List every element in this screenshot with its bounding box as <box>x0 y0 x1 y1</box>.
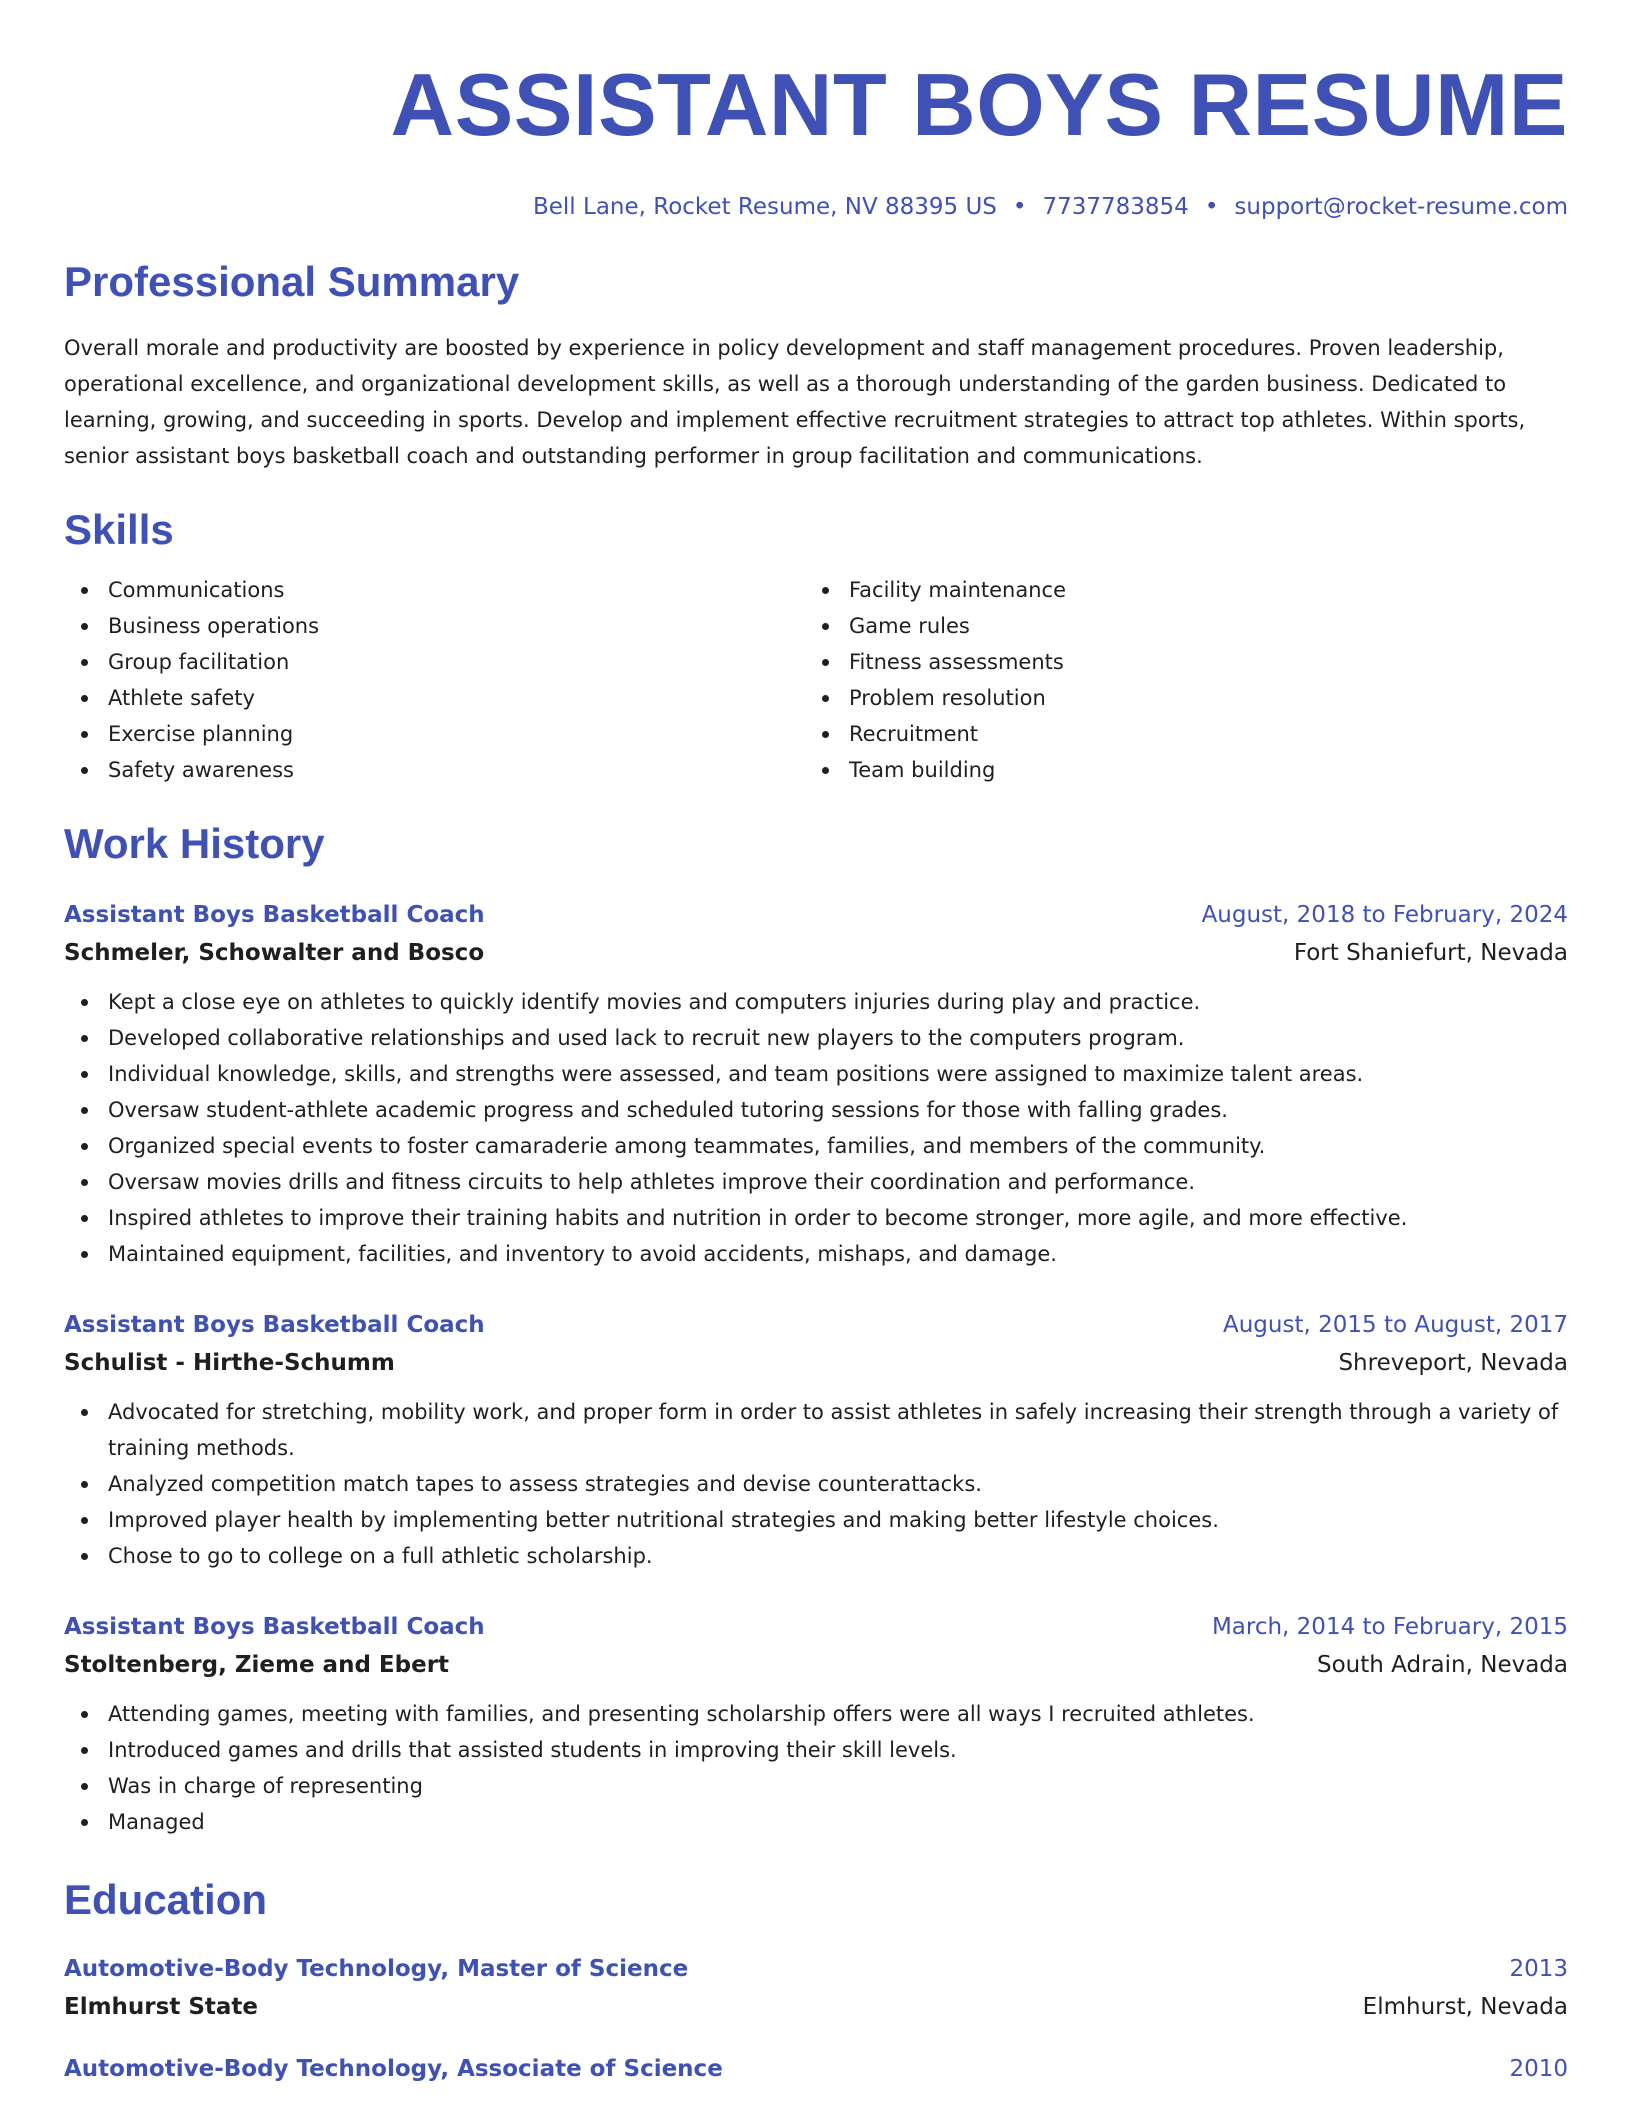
education-degree: Automotive-Body Technology, Associate of Science <box>64 2056 723 2082</box>
job-bullet: Managed <box>64 1804 1568 1840</box>
skill-item: Recruitment <box>805 716 1546 752</box>
job-bullet: Analyzed competition match tapes to assess strategies and devise counterattacks. <box>64 1466 1568 1502</box>
education-degree-row <box>64 1950 1568 1988</box>
job-bullet: Inspired athletes to improve their training habits and nutrition in order to become stronger, more agile, and more effective. <box>64 1200 1568 1236</box>
job-entry <box>64 1608 1568 1840</box>
skill-item: Business operations <box>64 608 805 644</box>
job-bullet: Maintained equipment, facilities, and inventory to avoid accidents, mishaps, and damage. <box>64 1236 1568 1272</box>
resume-name: ASSISTANT BOYS RESUME <box>390 55 1568 154</box>
skill-item: Facility maintenance <box>805 572 1546 608</box>
skills-left-list <box>64 572 805 788</box>
job-title-row <box>64 1608 1568 1646</box>
skill-item: Game rules <box>805 608 1546 644</box>
job-title-row <box>64 896 1568 934</box>
job-company: Schmeler, Schowalter and Bosco <box>64 940 485 966</box>
job-bullet: Chose to go to college on a full athletic scholarship. <box>64 1538 1568 1574</box>
job-bullet: Oversaw student-athlete academic progress and scheduled tutoring sessions for those with falling grades. <box>64 1092 1568 1128</box>
job-dates: August, 2018 to February, 2024 <box>1201 902 1568 928</box>
job-bullet: Advocated for stretching, mobility work, and proper form in order to assist athletes in safely increasing their strength through a variety of training methods. <box>64 1394 1568 1466</box>
education-school: Elmhurst State <box>64 1994 259 2020</box>
education-degree: Automotive-Body Technology, Master of Science <box>64 1956 689 1982</box>
skills-heading: Skills <box>64 506 174 553</box>
work-history-section <box>64 818 1568 1840</box>
job-bullet: Individual knowledge, skills, and strengths were assessed, and team positions were assigned to maximize talent areas. <box>64 1056 1568 1092</box>
education-school-row <box>64 1988 1568 2026</box>
summary-section <box>64 256 1568 474</box>
job-location: Fort Shaniefurt, Nevada <box>1293 940 1568 966</box>
skill-item: Exercise planning <box>64 716 805 752</box>
education-section <box>64 1874 1568 2088</box>
skill-item: Group facilitation <box>64 644 805 680</box>
education-entry <box>64 1950 1568 2026</box>
contact-line <box>64 192 1568 222</box>
summary-text: Overall morale and productivity are boosted by experience in policy development and staff management procedures. Proven leadership, operational excellence, and organizational development skills, as well as a thorough understanding of the garden business. Dedicated to learning, growing, and succeeding in sports. Develop and implement effective recruitment strategies to attract top athletes. Within sports, senior assistant boys basketball coach and outstanding performer in group facilitation and communications. <box>64 336 1526 468</box>
summary-heading: Professional Summary <box>64 258 520 305</box>
education-year: 2013 <box>1509 1956 1568 1982</box>
education-degree-row <box>64 2050 1568 2088</box>
skill-item: Safety awareness <box>64 752 805 788</box>
job-bullet: Oversaw movies drills and fitness circuits to help athletes improve their coordination and performance. <box>64 1164 1568 1200</box>
contact-phone: 7737783854 <box>1042 194 1189 220</box>
job-bullets <box>64 1696 1568 1840</box>
job-entry <box>64 896 1568 1272</box>
resume-header <box>64 0 1568 222</box>
skill-item: Communications <box>64 572 805 608</box>
skills-right-list <box>805 572 1546 788</box>
contact-separator: • <box>1204 194 1219 220</box>
job-company-row <box>64 934 1568 972</box>
job-title-row <box>64 1306 1568 1344</box>
job-company: Stoltenberg, Zieme and Ebert <box>64 1652 450 1678</box>
job-bullet: Kept a close eye on athletes to quickly identify movies and computers injuries during play and practice. <box>64 984 1568 1020</box>
education-entry <box>64 2050 1568 2088</box>
job-bullets <box>64 1394 1568 1574</box>
contact-separator: • <box>1012 194 1027 220</box>
job-title: Assistant Boys Basketball Coach <box>64 1614 485 1640</box>
skill-item: Athlete safety <box>64 680 805 716</box>
job-dates: August, 2015 to August, 2017 <box>1223 1312 1568 1338</box>
job-dates: March, 2014 to February, 2015 <box>1211 1614 1568 1640</box>
job-bullet: Organized special events to foster camaraderie among teammates, families, and members of the community. <box>64 1128 1568 1164</box>
education-year: 2010 <box>1509 2056 1568 2082</box>
job-title: Assistant Boys Basketball Coach <box>64 1312 485 1338</box>
job-company: Schulist - Hirthe-Schumm <box>64 1350 395 1376</box>
skill-item: Problem resolution <box>805 680 1546 716</box>
job-bullet: Attending games, meeting with families, and presenting scholarship offers were all ways I recruited athletes. <box>64 1696 1568 1732</box>
job-company-row <box>64 1646 1568 1684</box>
education-location: Elmhurst, Nevada <box>1362 1994 1568 2020</box>
education-heading: Education <box>64 1876 268 1923</box>
contact-email: support@rocket-resume.com <box>1234 194 1568 220</box>
job-bullet: Was in charge of representing <box>64 1768 1568 1804</box>
contact-address: Bell Lane, Rocket Resume, NV 88395 US <box>532 194 997 220</box>
skill-item: Team building <box>805 752 1546 788</box>
job-title: Assistant Boys Basketball Coach <box>64 902 485 928</box>
skill-item: Fitness assessments <box>805 644 1546 680</box>
job-bullet: Improved player health by implementing better nutritional strategies and making better lifestyle choices. <box>64 1502 1568 1538</box>
job-company-row <box>64 1344 1568 1382</box>
work-history-heading: Work History <box>64 820 325 867</box>
job-location: Shreveport, Nevada <box>1338 1350 1568 1376</box>
job-bullet: Developed collaborative relationships and used lack to recruit new players to the computers program. <box>64 1020 1568 1056</box>
job-entry <box>64 1306 1568 1574</box>
skills-section <box>64 504 1568 788</box>
job-bullets <box>64 984 1568 1272</box>
skills-columns <box>64 572 1568 788</box>
job-location: South Adrain, Nevada <box>1317 1652 1568 1678</box>
job-bullet: Introduced games and drills that assisted students in improving their skill levels. <box>64 1732 1568 1768</box>
